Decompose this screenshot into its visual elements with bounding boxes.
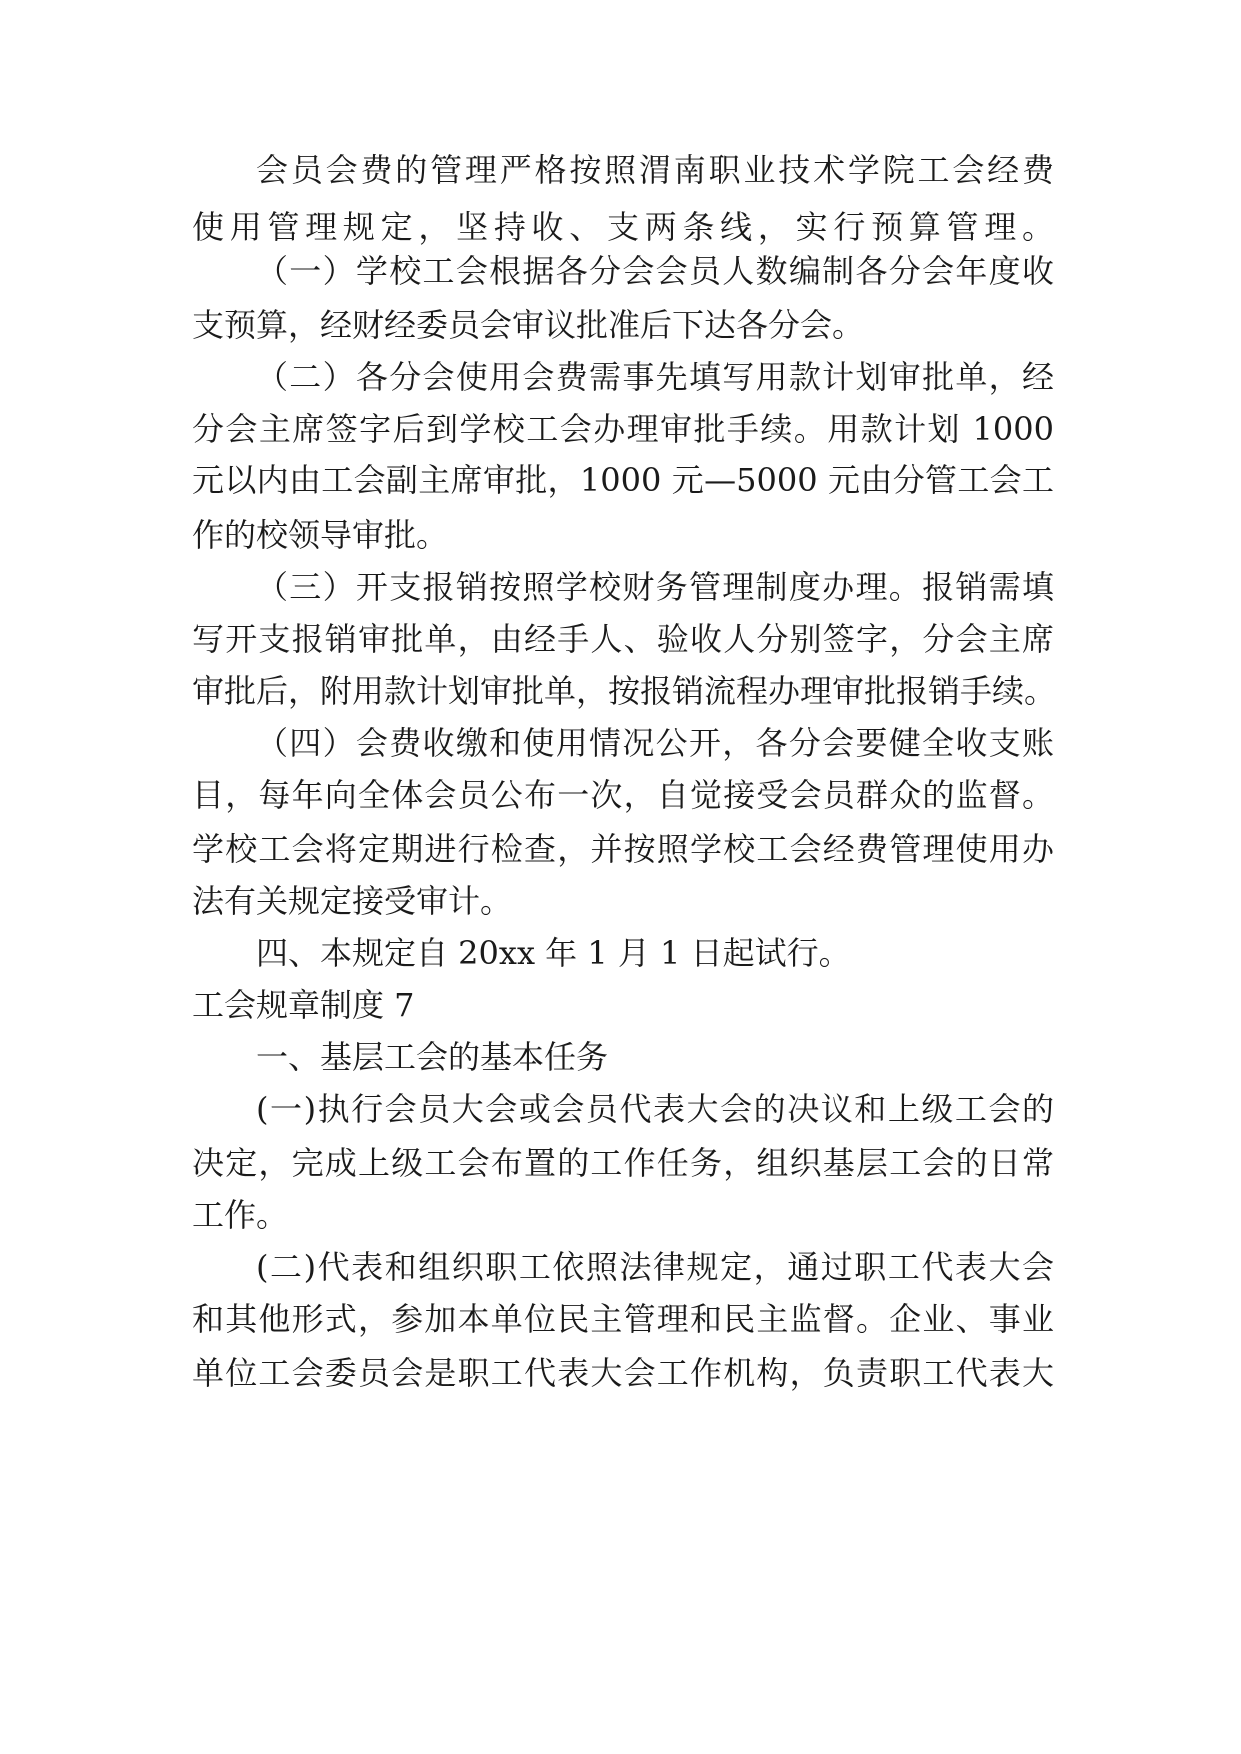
paragraph-line: （二）各分会使用会费需事先填写用款计划审批单，经 — [256, 358, 1054, 396]
paragraph-line: 使用管理规定，坚持收、支两条线，实行预算管理。 — [192, 208, 1054, 246]
paragraph-line: 分会主席签字后到学校工会办理审批手续。用款计划 1000 — [192, 410, 1054, 448]
paragraph-line: 支预算，经财经委员会审议批准后下达各分会。 — [192, 306, 865, 344]
paragraph-line: 四、本规定自 20xx 年 1 月 1 日起试行。 — [256, 934, 851, 972]
paragraph-line: （三）开支报销按照学校财务管理制度办理。报销需填 — [256, 568, 1054, 606]
paragraph-line: (二)代表和组织职工依照法律规定，通过职工代表大会 — [256, 1248, 1054, 1286]
paragraph-line: 作的校领导审批。 — [192, 516, 449, 554]
paragraph-line: 写开支报销审批单，由经手人、验收人分别签字，分会主席 — [192, 620, 1054, 658]
paragraph-line: （一）学校工会根据各分会会员人数编制各分会年度收 — [256, 252, 1054, 290]
paragraph-line: 工作。 — [192, 1196, 289, 1234]
paragraph-line: （四）会费收缴和使用情况公开，各分会要健全收支账 — [256, 724, 1054, 762]
subsection-heading: 一、基层工会的基本任务 — [256, 1038, 609, 1076]
paragraph-line: 决定，完成上级工会布置的工作任务，组织基层工会的日常 — [192, 1144, 1054, 1182]
paragraph-line: 学校工会将定期进行检查，并按照学校工会经费管理使用办 — [192, 830, 1054, 868]
paragraph-line: (一)执行会员大会或会员代表大会的决议和上级工会的 — [256, 1090, 1054, 1128]
paragraph-line: 法有关规定接受审计。 — [192, 882, 513, 920]
paragraph-line: 元以内由工会副主席审批，1000 元—5000 元由分管工会工 — [192, 461, 1054, 499]
paragraph-line: 目，每年向全体会员公布一次，自觉接受会员群众的监督。 — [192, 776, 1054, 814]
paragraph-line: 和其他形式，参加本单位民主管理和民主监督。企业、事业 — [192, 1300, 1054, 1338]
paragraph-line: 会员会费的管理严格按照渭南职业技术学院工会经费 — [256, 151, 1054, 189]
paragraph-line: 单位工会委员会是职工代表大会工作机构，负责职工代表大 — [192, 1354, 1054, 1392]
paragraph-line: 审批后，附用款计划审批单，按报销流程办理审批报销手续。 — [192, 672, 1057, 710]
section-heading: 工会规章制度 7 — [192, 986, 415, 1024]
